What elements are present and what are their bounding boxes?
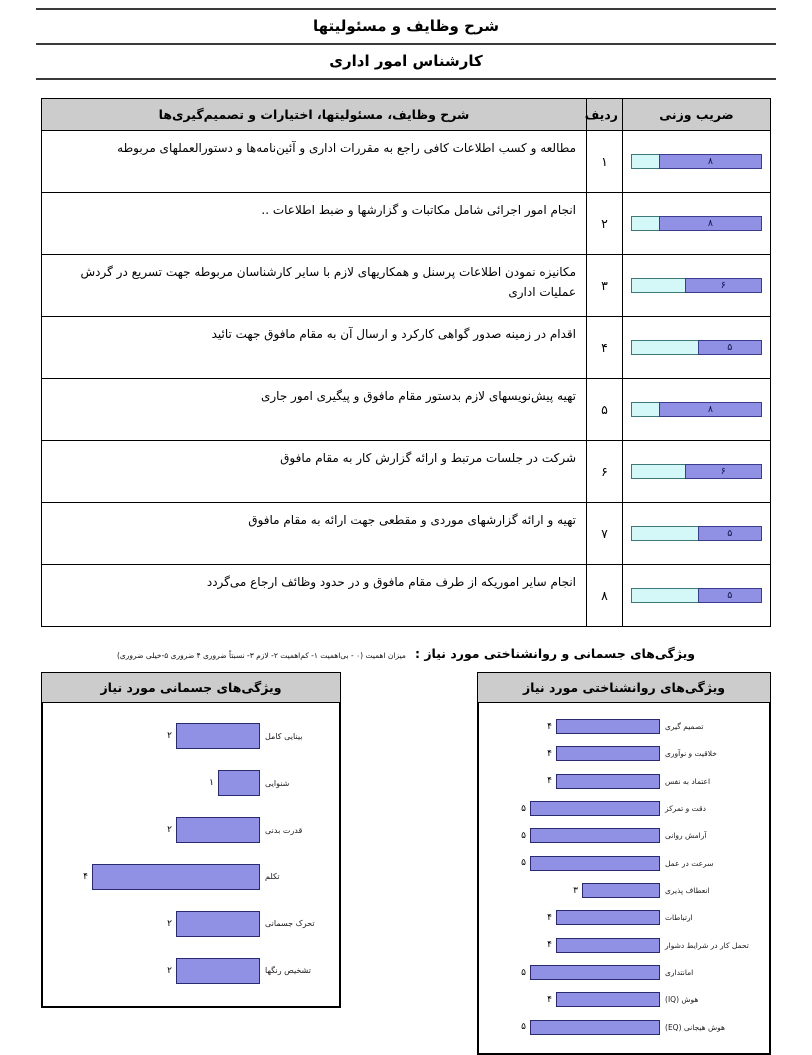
chart-bar: [582, 883, 660, 898]
weight-bar-value: ۵: [727, 589, 733, 601]
weight-cell: [623, 255, 771, 317]
chart-bar: [556, 719, 660, 734]
row-number-cell: ۷: [587, 503, 623, 565]
table-row: [42, 565, 771, 627]
weight-cell: [623, 317, 771, 379]
chart-category-label: دقت و تمرکز: [665, 804, 706, 814]
weight-bar-value: ۶: [720, 279, 726, 291]
job-title: کارشناس امور اداری: [329, 52, 483, 70]
weight-bar-track: [631, 340, 762, 355]
chart-value-label: ۲: [167, 731, 172, 742]
chart-bar-wrapper: [51, 958, 260, 984]
chart-bar-wrapper: [487, 828, 660, 843]
row-number-cell: ۵: [587, 379, 623, 441]
weight-bar-fill: [698, 526, 763, 541]
duties-header-row: [42, 99, 771, 131]
chart-bar-wrapper: [487, 992, 660, 1007]
chart-value-label: ۴: [547, 721, 552, 732]
duty-description-cell: تهیه پیش‌نویسهای لازم بدستور مقام مافوق و پیگیری امور جاری: [42, 379, 587, 441]
chart-value-label: ۱: [209, 778, 214, 789]
chart-bar-wrapper: [487, 1020, 660, 1035]
chart-bar-wrapper: [51, 723, 260, 749]
duty-description-cell: مطالعه و کسب اطلاعات کافی راجع به مقررات اداری و آئین‌نامه‌ها و دستورالعملهای مربوطه: [42, 131, 587, 193]
chart-bar-wrapper: [51, 770, 260, 796]
chart-category-label: انعطاف پذیری: [665, 886, 710, 896]
chart-value-label: ۵: [521, 830, 526, 841]
chart-category-label: بینایی کامل: [265, 731, 303, 741]
chart-bar-row: [487, 938, 761, 953]
table-row: [42, 379, 771, 441]
chart-bar: [556, 746, 660, 761]
row-number-cell: ۴: [587, 317, 623, 379]
scale-note: [56, 643, 756, 662]
chart-value-label: ۴: [547, 940, 552, 951]
scale-note-detail: میزان اهمیت (۰ - بی‌اهمیت ۱- کم‌اهمیت ۲- لازم ۳- نسبتاً ضروری ۴ ضروری ۵-خیلی ضروری): [116, 651, 406, 660]
chart-value-label: ۵: [521, 1022, 526, 1033]
psychological-panel-title: ویژگی‌های روانشناختی مورد نیاز: [477, 672, 771, 703]
chart-value-label: ۴: [547, 776, 552, 787]
physical-chart: [41, 703, 341, 1008]
chart-category-label: تحمل کار در شرایط دشوار: [665, 940, 749, 950]
chart-bar-wrapper: [487, 883, 660, 898]
chart-category-label: ارتباطات: [665, 913, 693, 923]
chart-bar: [218, 770, 260, 796]
weight-cell: [623, 193, 771, 255]
table-row: [42, 317, 771, 379]
chart-bar: [530, 856, 660, 871]
physical-panel-title: ویژگی‌های جسمانی مورد نیاز: [41, 672, 341, 703]
chart-bar-wrapper: [487, 801, 660, 816]
weight-cell: [623, 379, 771, 441]
chart-value-label: ۵: [521, 803, 526, 814]
chart-category-label: تکلم: [265, 872, 280, 882]
chart-category-label: شنوایی: [265, 778, 290, 788]
chart-bar-row: [487, 883, 761, 898]
chart-bar: [176, 817, 260, 843]
row-number-cell: ۲: [587, 193, 623, 255]
table-row: [42, 131, 771, 193]
row-number-cell: ۶: [587, 441, 623, 503]
weight-bar-value: ۵: [727, 527, 733, 539]
weight-bar-track: [631, 464, 762, 479]
chart-value-label: ۲: [167, 918, 172, 929]
chart-bar-row: [487, 774, 761, 789]
weight-bar-fill: [659, 216, 762, 231]
chart-bar: [556, 992, 660, 1007]
row-number-cell: ۳: [587, 255, 623, 317]
chart-category-label: سرعت در عمل: [665, 858, 714, 868]
scale-note-heading: ویژگی‌های جسمانی و روانشناختی مورد نیاز :: [414, 646, 696, 661]
table-row: [42, 441, 771, 503]
chart-bar-row: [487, 828, 761, 843]
weight-bar-track: [631, 402, 762, 417]
chart-bar-wrapper: [487, 746, 660, 761]
weight-bar-value: ۶: [720, 465, 726, 477]
chart-bar: [556, 774, 660, 789]
column-header-row-number: ردیف: [587, 99, 623, 131]
weight-bar-fill: [685, 278, 762, 293]
chart-category-label: تشخیص رنگها: [265, 966, 311, 976]
chart-category-label: تحرک جسمانی: [265, 919, 315, 929]
chart-bar-wrapper: [487, 910, 660, 925]
physical-requirements-panel: [41, 672, 341, 1008]
chart-bar: [556, 910, 660, 925]
weight-bar-value: ۸: [707, 155, 713, 167]
duty-description-cell: مکانیزه نمودن اطلاعات پرسنل و همکاریهای لازم با سایر کارشناسان مربوطه جهت تسریع در گردش عملیات اداری: [42, 255, 587, 317]
requirement-charts: [41, 672, 771, 1055]
weight-bar-fill: [685, 464, 762, 479]
duty-description-cell: انجام امور اجرائی شامل مکاتبات و گزارشها و ضبط اطلاعات ..: [42, 193, 587, 255]
table-row: [42, 193, 771, 255]
chart-category-label: اعتماد به نفس: [665, 776, 711, 786]
chart-bar-row: [51, 958, 331, 984]
psychological-requirements-panel: [477, 672, 771, 1055]
chart-bar-row: [51, 723, 331, 749]
duty-description-cell: انجام سایر اموریکه از طرف مقام مافوق و در حدود وظائف ارجاع می‌گردد: [42, 565, 587, 627]
psychological-chart: [477, 703, 771, 1055]
chart-bar-wrapper: [51, 911, 260, 937]
weight-bar-track: [631, 526, 762, 541]
chart-bar-wrapper: [51, 817, 260, 843]
chart-value-label: ۲: [167, 825, 172, 836]
chart-bar-row: [487, 719, 761, 734]
weight-bar-fill: [698, 340, 763, 355]
chart-value-label: ۴: [83, 871, 88, 882]
chart-bar: [176, 911, 260, 937]
chart-value-label: ۵: [521, 967, 526, 978]
chart-category-label: تصمیم گیری: [665, 722, 704, 732]
table-row: [42, 255, 771, 317]
weight-cell: [623, 503, 771, 565]
page-title: شرح وظایف و مسئولیتها: [313, 17, 499, 35]
weight-bar-value: ۸: [707, 217, 713, 229]
chart-bar-row: [51, 911, 331, 937]
duty-description-cell: شرکت در جلسات مرتبط و ارائه گزارش کار به مقام مافوق: [42, 441, 587, 503]
chart-value-label: ۲: [167, 965, 172, 976]
chart-value-label: ۴: [547, 994, 552, 1005]
chart-bar: [176, 723, 260, 749]
chart-bar: [530, 828, 660, 843]
document-header: [36, 0, 776, 80]
chart-bar-wrapper: [487, 719, 660, 734]
weight-bar-fill: [659, 154, 762, 169]
chart-bar: [530, 801, 660, 816]
weight-bar-fill: [698, 588, 763, 603]
chart-bar: [92, 864, 260, 890]
chart-bar-row: [51, 817, 331, 843]
chart-bar-row: [487, 801, 761, 816]
weight-bar-value: ۸: [707, 403, 713, 415]
column-header-description: شرح وظایف، مسئولیتها، اختیارات و تصمیم‌گیری‌ها: [42, 99, 587, 131]
chart-value-label: ۵: [521, 858, 526, 869]
chart-bar-row: [487, 910, 761, 925]
chart-bar-row: [51, 864, 331, 890]
chart-category-label: هوش (IQ): [665, 995, 699, 1005]
chart-value-label: ۴: [547, 748, 552, 759]
header-rule-bottom: [36, 78, 776, 80]
chart-bar-row: [487, 992, 761, 1007]
chart-bar-row: [487, 746, 761, 761]
chart-value-label: ۳: [573, 885, 578, 896]
weight-bar-track: [631, 588, 762, 603]
chart-bar-wrapper: [487, 938, 660, 953]
weight-bar-fill: [659, 402, 762, 417]
chart-category-label: خلاقیت و نوآوری: [665, 749, 717, 759]
weight-bar-track: [631, 154, 762, 169]
weight-bar-value: ۵: [727, 341, 733, 353]
row-number-cell: ۸: [587, 565, 623, 627]
chart-bar-wrapper: [487, 856, 660, 871]
table-row: [42, 503, 771, 565]
chart-bar: [176, 958, 260, 984]
duties-table-body: [42, 131, 771, 627]
weight-bar-track: [631, 216, 762, 231]
chart-bar-wrapper: [487, 774, 660, 789]
chart-bar-row: [487, 1020, 761, 1035]
chart-category-label: آرامش روانی: [665, 831, 707, 841]
chart-bar-wrapper: [51, 864, 260, 890]
weight-bar-track: [631, 278, 762, 293]
weight-cell: [623, 131, 771, 193]
chart-category-label: امانتداری: [665, 968, 694, 978]
duties-table-head: [42, 99, 771, 131]
row-number-cell: ۱: [587, 131, 623, 193]
chart-bar: [556, 938, 660, 953]
duty-description-cell: تهیه و ارائه گزارشهای موردی و مقطعی جهت ارائه به مقام مافوق: [42, 503, 587, 565]
chart-category-label: هوش هیجانی (EQ): [665, 1022, 725, 1032]
duty-description-cell: اقدام در زمینه صدور گواهی کارکرد و ارسال آن به مقام مافوق جهت تائید: [42, 317, 587, 379]
chart-bar-row: [487, 856, 761, 871]
weight-cell: [623, 565, 771, 627]
chart-value-label: ۴: [547, 912, 552, 923]
chart-category-label: قدرت بدنی: [265, 825, 303, 835]
chart-bar: [530, 1020, 660, 1035]
chart-bar-row: [51, 770, 331, 796]
weight-cell: [623, 441, 771, 503]
duties-table: [41, 98, 771, 627]
column-header-weight: ضریب وزنی: [623, 99, 771, 131]
